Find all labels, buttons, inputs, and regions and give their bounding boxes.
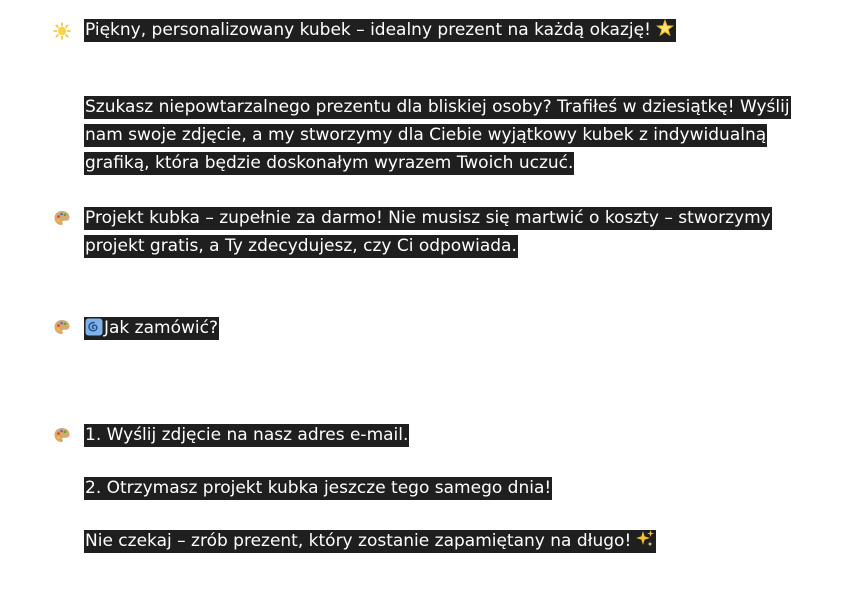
order-heading-text: Jak zamówić? [104,318,218,338]
para2-line-2 [84,233,518,259]
cyclone-icon [85,318,103,344]
intro-title [84,17,676,46]
closing-line-highlight [84,530,656,553]
para2-line-1-text: Projekt kubka – zupełnie za darmo! Nie musisz się martwić o koszty – stworzymy [85,208,771,228]
order-heading [84,315,219,344]
palette-icon [53,318,71,336]
palette-icon [53,209,71,227]
order-heading-highlight [84,317,219,340]
intro-title-highlight [84,19,676,42]
para1-line-2 [84,122,767,148]
sun-icon [53,22,71,40]
para1-line-2-text: nam swoje zdjęcie, a my stworzymy dla Ciebie wyjątkowy kubek z indywidualną [85,125,767,145]
sparkles-icon [635,529,655,557]
step-2-text: 2. Otrzymasz projekt kubka jeszcze tego samego dnia! [85,478,552,498]
intro-title-text: Piękny, personalizowany kubek – idealny prezent na każdą okazję! [85,20,651,40]
step-2 [84,475,552,501]
para1-line-3-text: grafiką, która będzie doskonałym wyrazem Twoich uczuć. [85,153,574,173]
closing-line [84,528,656,557]
para1-line-3 [84,150,574,176]
para2-line-2-text: projekt gratis, a Ty zdecydujesz, czy Ci odpowiada. [85,236,517,256]
para1-line-1 [84,94,791,120]
para2-line-1 [84,205,772,231]
step-1 [84,422,409,448]
para1-line-1-text: Szukasz niepowtarzalnego prezentu dla bliskiej osoby? Trafiłeś w dziesiątkę! Wyślij [85,97,790,117]
glowing-star-icon [655,18,675,46]
closing-line-text: Nie czekaj – zrób prezent, który zostanie zapamiętany na długo! [85,531,632,551]
palette-icon [53,426,71,444]
step-1-text: 1. Wyślij zdjęcie na nasz adres e-mail. [85,425,409,445]
